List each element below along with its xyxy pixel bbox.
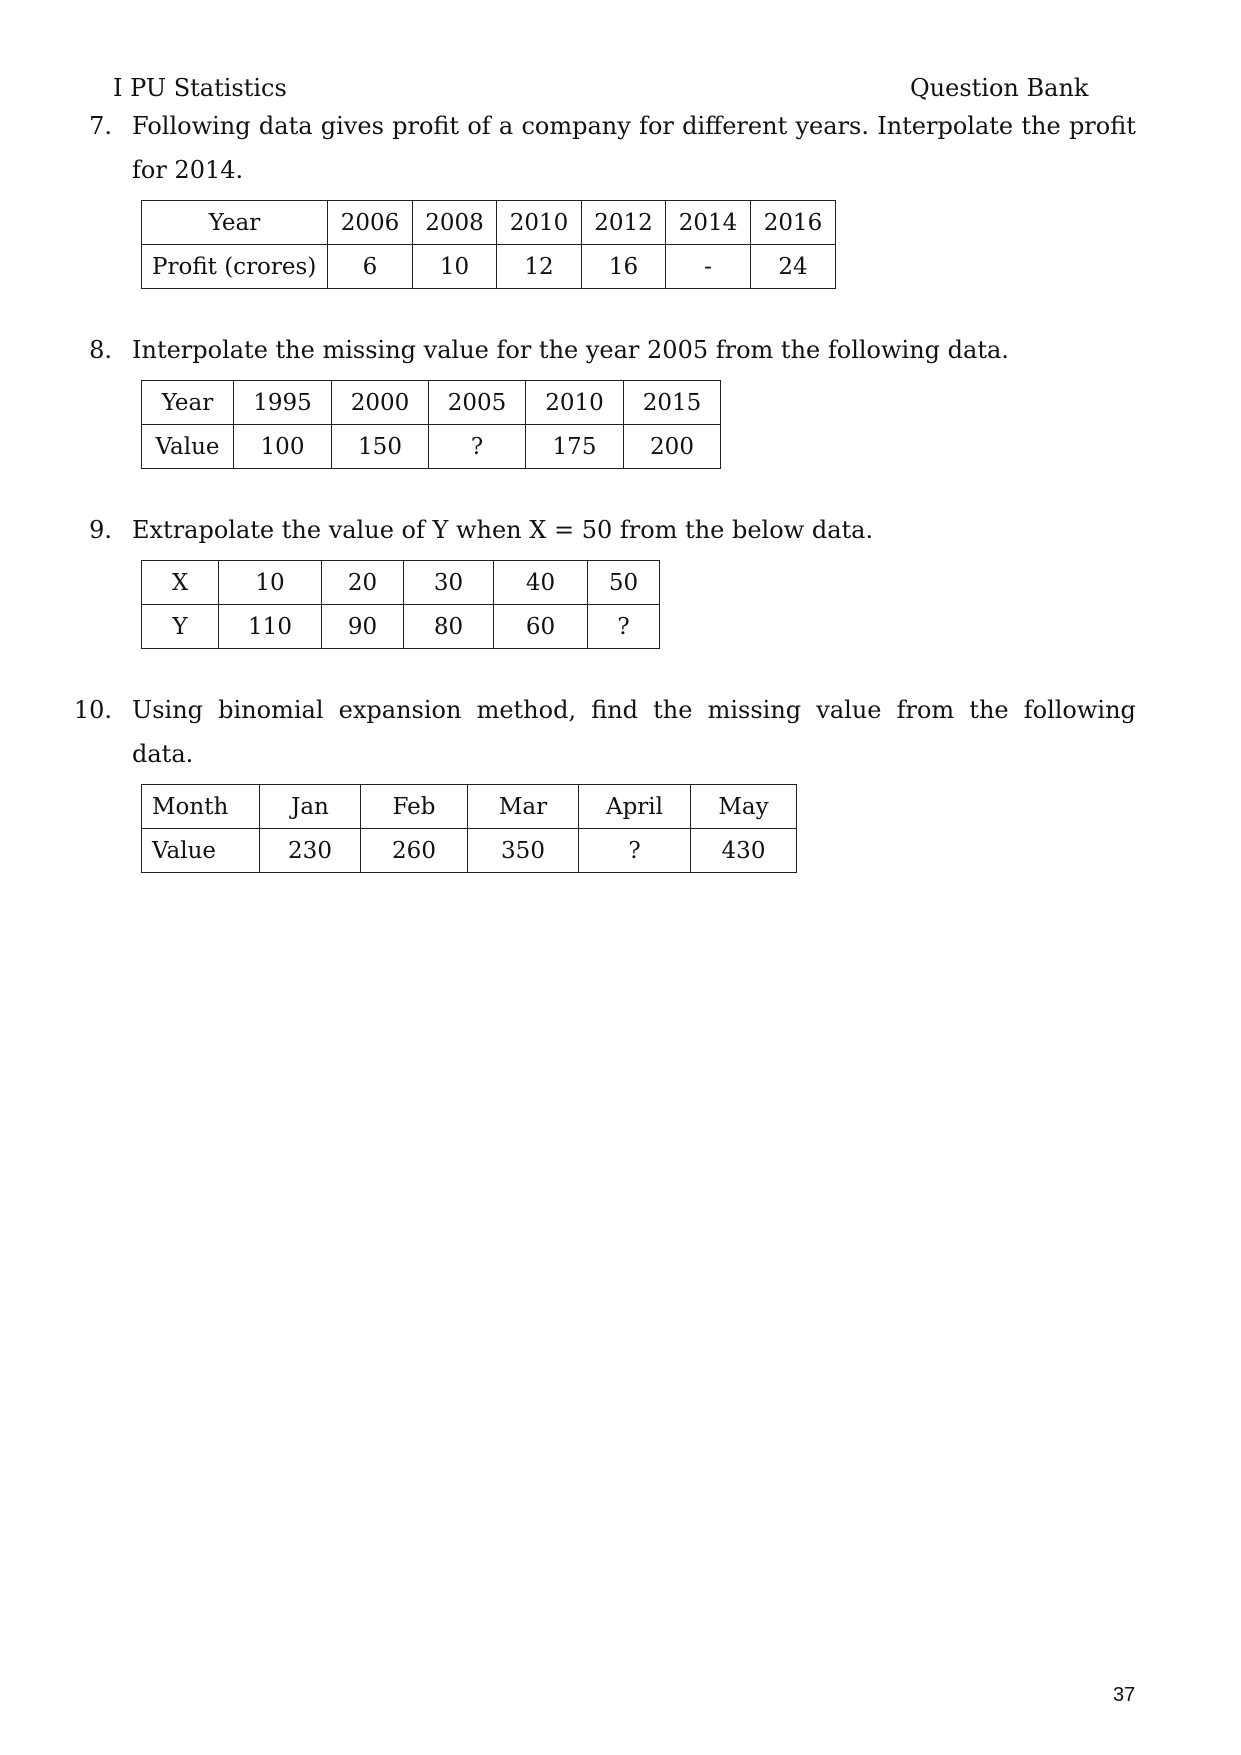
question-number: 10.: [73, 696, 112, 724]
word: years.: [795, 112, 869, 140]
table-row: [142, 245, 836, 289]
word: profit: [392, 112, 460, 140]
table-cell: -: [666, 245, 751, 289]
table-cell: ?: [429, 425, 526, 469]
question-text-line: Interpolate the missing value for the year 2005 from the following data.: [132, 336, 1009, 364]
table-cell: 175: [526, 425, 624, 469]
table-cell: 90: [322, 605, 404, 649]
table-cell: 230: [260, 829, 361, 873]
table-cell: 50: [588, 561, 660, 605]
table-cell: 1995: [234, 381, 332, 425]
header-subject: I PU Statistics: [113, 74, 287, 102]
question-text-line: [132, 111, 1136, 141]
table-cell: 12: [497, 245, 582, 289]
table-cell: 80: [404, 605, 494, 649]
table-cell: Profit (crores): [142, 245, 328, 289]
word: gives: [320, 112, 384, 140]
question-text-line: data.: [132, 740, 194, 768]
word: of: [467, 112, 491, 140]
word: missing: [707, 696, 802, 724]
table-cell: Year: [142, 201, 328, 245]
word: the: [969, 696, 1009, 724]
table-cell: 2005: [429, 381, 526, 425]
table-cell: 2010: [497, 201, 582, 245]
table-cell: 60: [494, 605, 588, 649]
table-cell: Mar: [468, 785, 579, 829]
word: method,: [476, 696, 577, 724]
question-number: 8.: [89, 336, 112, 364]
word: following: [1023, 696, 1136, 724]
table-row: [142, 605, 660, 649]
table-cell: 2000: [332, 381, 429, 425]
word: value: [816, 696, 882, 724]
question-number: 7.: [89, 112, 112, 140]
word: the: [1021, 112, 1061, 140]
question-text-line: [132, 695, 1136, 725]
word: different: [682, 112, 788, 140]
data-table: [141, 380, 721, 469]
table-cell: April: [579, 785, 691, 829]
word: Following: [132, 112, 251, 140]
header-doc-type: Question Bank: [910, 74, 1089, 102]
data-table: [141, 784, 797, 873]
table-cell: 2006: [328, 201, 413, 245]
table-cell: 6: [328, 245, 413, 289]
table-cell: ?: [588, 605, 660, 649]
data-table: [141, 560, 660, 649]
table-cell: 30: [404, 561, 494, 605]
table-cell: Feb: [361, 785, 468, 829]
word: company: [521, 112, 631, 140]
table-row: [142, 561, 660, 605]
table-cell: Year: [142, 381, 234, 425]
table-cell: 260: [361, 829, 468, 873]
table-cell: X: [142, 561, 219, 605]
word: from: [896, 696, 955, 724]
word: Using: [132, 696, 204, 724]
table-cell: 10: [413, 245, 497, 289]
table-cell: ?: [579, 829, 691, 873]
question-text-line: for 2014.: [132, 156, 244, 184]
word: find: [591, 696, 639, 724]
table-cell: 2014: [666, 201, 751, 245]
word: expansion: [338, 696, 462, 724]
word: the: [653, 696, 693, 724]
table-cell: 350: [468, 829, 579, 873]
table-cell: 24: [751, 245, 836, 289]
question-text-line: Extrapolate the value of Y when X = 50 from the below data.: [132, 516, 874, 544]
table-cell: 430: [691, 829, 797, 873]
table-cell: Value: [142, 829, 260, 873]
table-cell: 110: [219, 605, 322, 649]
table-cell: Value: [142, 425, 234, 469]
table-cell: Jan: [260, 785, 361, 829]
word: for: [639, 112, 674, 140]
table-cell: 2012: [582, 201, 666, 245]
word: profit: [1068, 112, 1136, 140]
table-row: [142, 201, 836, 245]
table-cell: 2008: [413, 201, 497, 245]
table-cell: 2016: [751, 201, 836, 245]
word: data: [258, 112, 313, 140]
table-row: [142, 425, 721, 469]
word: Interpolate: [877, 112, 1014, 140]
table-row: [142, 829, 797, 873]
question-number: 9.: [89, 516, 112, 544]
table-cell: Y: [142, 605, 219, 649]
data-table: [141, 200, 836, 289]
word: a: [498, 112, 514, 140]
table-cell: 16: [582, 245, 666, 289]
table-cell: Month: [142, 785, 260, 829]
table-cell: 200: [624, 425, 721, 469]
table-cell: 2010: [526, 381, 624, 425]
table-cell: 40: [494, 561, 588, 605]
table-cell: 150: [332, 425, 429, 469]
table-row: [142, 785, 797, 829]
table-cell: 20: [322, 561, 404, 605]
table-cell: 10: [219, 561, 322, 605]
table-cell: 100: [234, 425, 332, 469]
table-cell: 2015: [624, 381, 721, 425]
table-cell: May: [691, 785, 797, 829]
page-number: 37: [1113, 1684, 1136, 1706]
word: binomial: [218, 696, 324, 724]
table-row: [142, 381, 721, 425]
